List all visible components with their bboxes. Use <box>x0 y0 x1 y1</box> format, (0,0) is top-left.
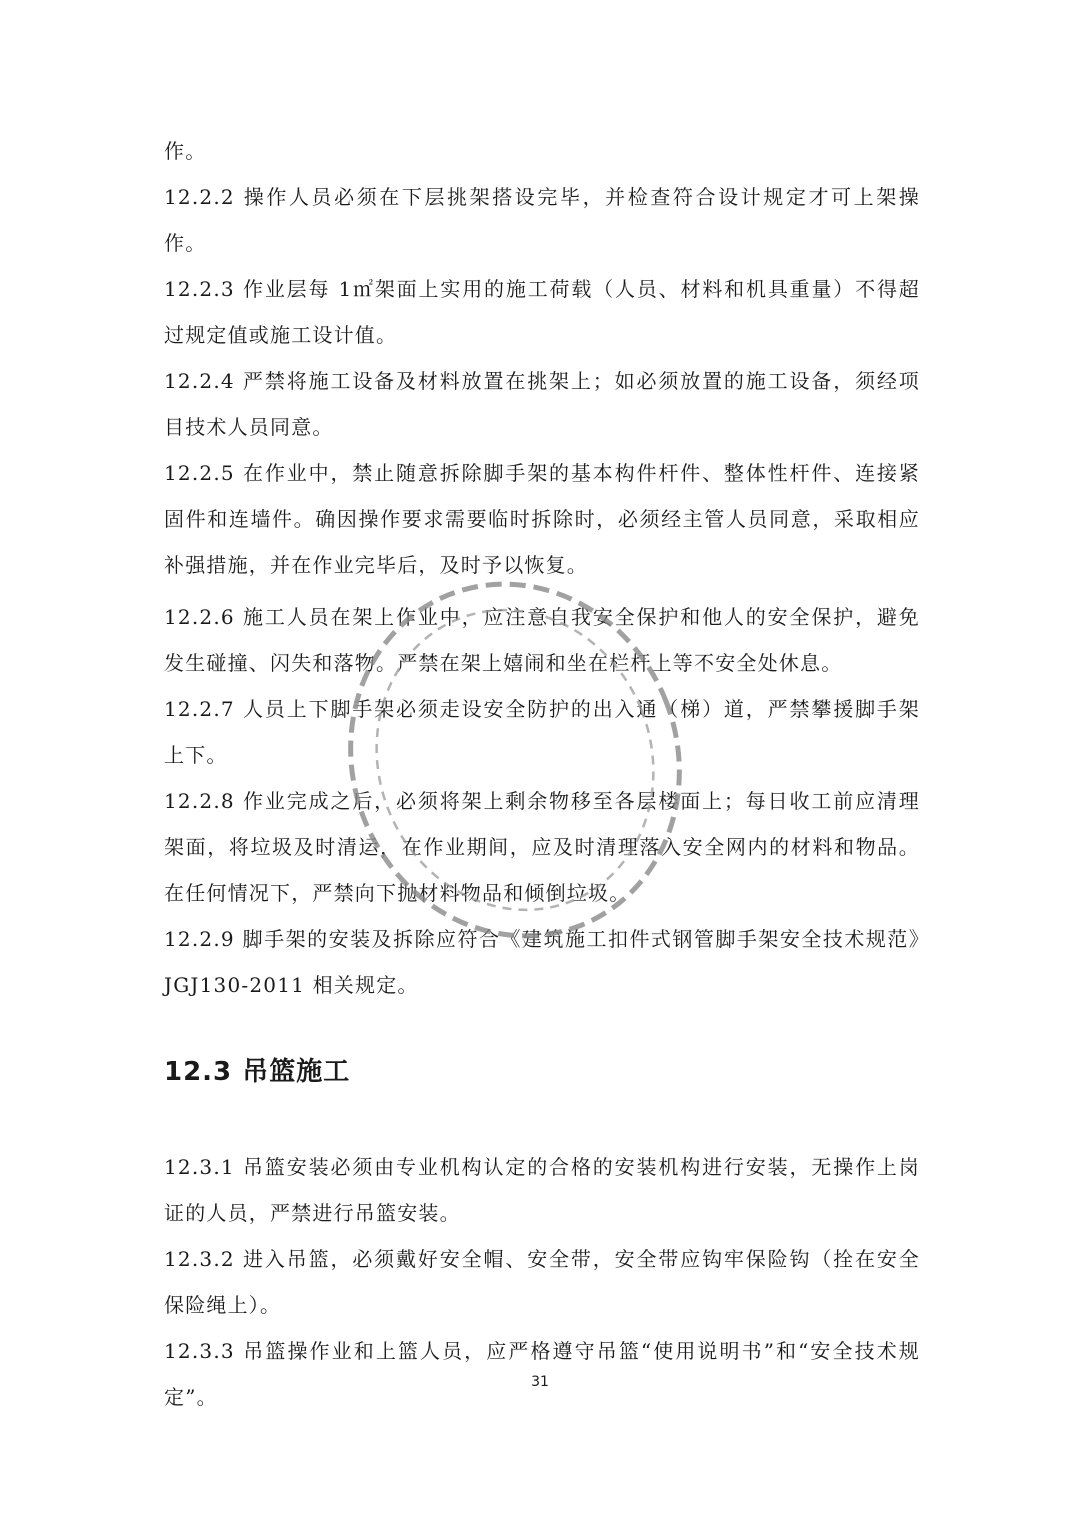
paragraph-continuation: 作。 <box>164 139 207 163</box>
section-title-12-3: 12.3 吊篮施工 <box>164 1057 351 1087</box>
clause-12-2-3: 12.2.3 作业层每 1㎡架面上实用的施工荷载（人员、材料和机具重量）不得超过规定值或施工设计值。 <box>164 277 920 347</box>
clause-12-2-9: 12.2.9 脚手架的安装及拆除应符合《建筑施工扣件式钢管脚手架安全技术规范》JGJ130-2011 相关规定。 <box>164 927 920 997</box>
clause-12-2-6: 12.2.6 施工人员在架上作业中，应注意自我安全保护和他人的安全保护，避免发生碰撞、闪失和落物。严禁在架上嬉闹和坐在栏杆上等不安全处休息。 <box>164 605 920 675</box>
clause-12-2-2: 12.2.2 操作人员必须在下层挑架搭设完毕，并检查符合设计规定才可上架操作。 <box>164 185 920 255</box>
clause-12-2-4: 12.2.4 严禁将施工设备及材料放置在挑架上；如必须放置的施工设备，须经项目技术人员同意。 <box>164 369 920 439</box>
page-content <box>164 128 920 1420</box>
clause-12-2-8: 12.2.8 作业完成之后，必须将架上剩余物移至各层楼面上；每日收工前应清理架面，将垃圾及时清运，在作业期间，应及时清理落入安全网内的材料和物品。在任何情况下，严禁向下抛材料物品和倾倒垃圾。 <box>164 789 920 905</box>
clause-12-2-7: 12.2.7 人员上下脚手架必须走设安全防护的出入通（梯）道，严禁攀援脚手架上下。 <box>164 697 920 767</box>
clause-12-2-5: 12.2.5 在作业中，禁止随意拆除脚手架的基本构件杆件、整体性杆件、连接紧固件和连墙件。确因操作要求需要临时拆除时，必须经主管人员同意，采取相应补强措施，并在作业完毕后，及时予以恢复。 <box>164 461 920 577</box>
page-number: 31 <box>531 1374 549 1390</box>
clause-12-3-1: 12.3.1 吊篮安装必须由专业机构认定的合格的安装机构进行安装，无操作上岗证的人员，严禁进行吊篮安装。 <box>164 1155 920 1225</box>
clause-12-3-3: 12.3.3 吊篮操作业和上篮人员，应严格遵守吊篮“使用说明书”和“安全技术规定”。 <box>164 1339 920 1409</box>
clause-12-3-2: 12.3.2 进入吊篮，必须戴好安全帽、安全带，安全带应钩牢保险钩（拴在安全保险绳上）。 <box>164 1247 920 1317</box>
